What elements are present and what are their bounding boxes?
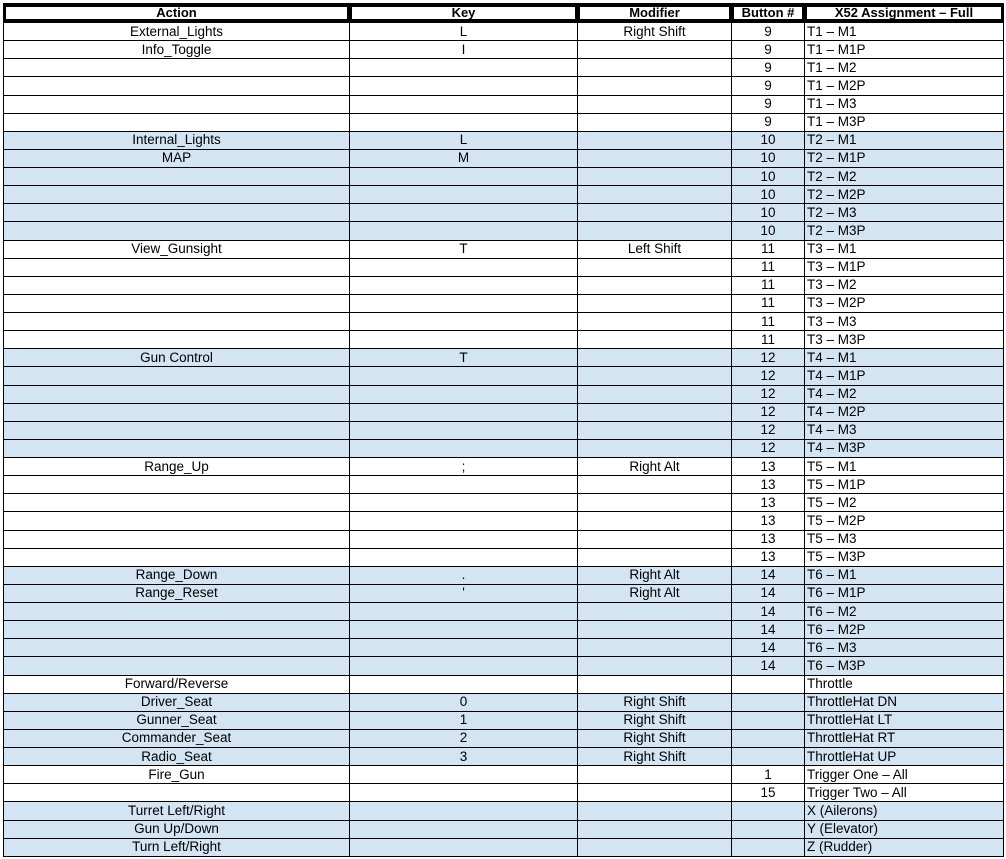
cell-button-number: 13 — [732, 512, 805, 530]
cell-modifier — [578, 59, 732, 77]
cell-button-number: 10 — [732, 131, 805, 149]
cell-modifier — [578, 204, 732, 222]
cell-x52-assignment: T5 – M2 — [805, 494, 1004, 512]
table-row — [4, 41, 1004, 59]
cell-key — [350, 113, 578, 131]
cell-action: Range_Reset — [4, 584, 350, 602]
cell-x52-assignment: Y (Elevator) — [805, 820, 1004, 838]
table-row — [4, 313, 1004, 331]
table-row — [4, 204, 1004, 222]
cell-x52-assignment: T3 – M1 — [805, 240, 1004, 258]
cell-x52-assignment: Z (Rudder) — [805, 838, 1004, 856]
cell-modifier — [578, 512, 732, 530]
table-row — [4, 349, 1004, 367]
cell-modifier — [578, 385, 732, 403]
cell-x52-assignment: T4 – M3P — [805, 439, 1004, 457]
cell-button-number: 11 — [732, 240, 805, 258]
table-row — [4, 168, 1004, 186]
cell-button-number: 13 — [732, 476, 805, 494]
cell-button-number — [732, 711, 805, 729]
cell-x52-assignment: T6 – M1 — [805, 566, 1004, 584]
cell-x52-assignment: T2 – M3 — [805, 204, 1004, 222]
cell-action — [4, 258, 350, 276]
table-row — [4, 820, 1004, 838]
cell-action — [4, 512, 350, 530]
cell-x52-assignment: T3 – M1P — [805, 258, 1004, 276]
cell-action: Radio_Seat — [4, 748, 350, 766]
table-row — [4, 639, 1004, 657]
cell-modifier — [578, 784, 732, 802]
cell-button-number: 15 — [732, 784, 805, 802]
cell-key — [350, 476, 578, 494]
cell-action — [4, 439, 350, 457]
cell-key — [350, 276, 578, 294]
cell-x52-assignment: T1 – M1 — [805, 23, 1004, 41]
cell-modifier: Right Shift — [578, 23, 732, 41]
table-row — [4, 439, 1004, 457]
cell-key — [350, 367, 578, 385]
cell-x52-assignment: X (Ailerons) — [805, 802, 1004, 820]
table-row — [4, 530, 1004, 548]
cell-key — [350, 439, 578, 457]
table-row — [4, 331, 1004, 349]
cell-button-number: 9 — [732, 95, 805, 113]
cell-button-number — [732, 675, 805, 693]
cell-key — [350, 657, 578, 675]
cell-modifier — [578, 222, 732, 240]
cell-button-number — [732, 820, 805, 838]
cell-key — [350, 186, 578, 204]
cell-x52-assignment: T1 – M1P — [805, 41, 1004, 59]
header-row — [4, 4, 1004, 23]
table-row — [4, 240, 1004, 258]
cell-modifier — [578, 313, 732, 331]
cell-modifier — [578, 820, 732, 838]
cell-action — [4, 530, 350, 548]
table-row — [4, 838, 1004, 856]
cell-x52-assignment: T4 – M1P — [805, 367, 1004, 385]
cell-x52-assignment: T6 – M1P — [805, 584, 1004, 602]
cell-action — [4, 222, 350, 240]
cell-x52-assignment: T6 – M3 — [805, 639, 1004, 657]
table-row — [4, 77, 1004, 95]
cell-modifier — [578, 149, 732, 167]
cell-action — [4, 95, 350, 113]
cell-button-number: 14 — [732, 566, 805, 584]
key-binding-sheet — [3, 3, 1003, 857]
cell-key — [350, 621, 578, 639]
cell-x52-assignment: T1 – M2P — [805, 77, 1004, 95]
cell-action: Fire_Gun — [4, 766, 350, 784]
cell-modifier — [578, 494, 732, 512]
cell-modifier — [578, 766, 732, 784]
cell-x52-assignment: T5 – M3P — [805, 548, 1004, 566]
cell-key: I — [350, 41, 578, 59]
cell-key — [350, 639, 578, 657]
cell-x52-assignment: T4 – M1 — [805, 349, 1004, 367]
cell-modifier: Right Alt — [578, 584, 732, 602]
table-row — [4, 729, 1004, 747]
cell-modifier — [578, 168, 732, 186]
cell-key — [350, 204, 578, 222]
cell-key: 0 — [350, 693, 578, 711]
cell-action: External_Lights — [4, 23, 350, 41]
table-row — [4, 385, 1004, 403]
table-row — [4, 149, 1004, 167]
cell-key — [350, 494, 578, 512]
cell-key — [350, 675, 578, 693]
table-row — [4, 621, 1004, 639]
cell-action — [4, 276, 350, 294]
cell-button-number: 11 — [732, 258, 805, 276]
cell-x52-assignment: T1 – M2 — [805, 59, 1004, 77]
cell-button-number: 12 — [732, 349, 805, 367]
cell-x52-assignment: T5 – M1 — [805, 458, 1004, 476]
cell-key: 1 — [350, 711, 578, 729]
cell-button-number: 9 — [732, 23, 805, 41]
table-row — [4, 421, 1004, 439]
cell-button-number: 11 — [732, 331, 805, 349]
cell-x52-assignment: T3 – M3P — [805, 331, 1004, 349]
cell-key — [350, 385, 578, 403]
cell-key — [350, 548, 578, 566]
cell-button-number: 10 — [732, 222, 805, 240]
cell-x52-assignment: T1 – M3P — [805, 113, 1004, 131]
cell-action — [4, 476, 350, 494]
header-button-number: Button # — [732, 4, 805, 23]
cell-modifier — [578, 476, 732, 494]
cell-modifier: Right Shift — [578, 711, 732, 729]
cell-button-number: 13 — [732, 530, 805, 548]
cell-x52-assignment: T5 – M2P — [805, 512, 1004, 530]
cell-modifier — [578, 639, 732, 657]
cell-key: T — [350, 349, 578, 367]
table-row — [4, 748, 1004, 766]
cell-x52-assignment: T6 – M3P — [805, 657, 1004, 675]
cell-x52-assignment: T3 – M3 — [805, 313, 1004, 331]
cell-action — [4, 331, 350, 349]
table-row — [4, 584, 1004, 602]
cell-button-number: 9 — [732, 41, 805, 59]
cell-button-number: 11 — [732, 294, 805, 312]
cell-button-number — [732, 693, 805, 711]
cell-key — [350, 838, 578, 856]
table-row — [4, 711, 1004, 729]
cell-modifier: Right Shift — [578, 693, 732, 711]
cell-action — [4, 657, 350, 675]
cell-button-number: 11 — [732, 276, 805, 294]
cell-action: Forward/Reverse — [4, 675, 350, 693]
header-modifier: Modifier — [578, 4, 732, 23]
cell-key — [350, 313, 578, 331]
binding-table — [3, 3, 1004, 857]
cell-x52-assignment: T4 – M2 — [805, 385, 1004, 403]
cell-modifier — [578, 113, 732, 131]
table-row — [4, 113, 1004, 131]
cell-x52-assignment: T3 – M2P — [805, 294, 1004, 312]
cell-action — [4, 313, 350, 331]
cell-button-number — [732, 838, 805, 856]
cell-x52-assignment: Trigger Two – All — [805, 784, 1004, 802]
cell-action — [4, 548, 350, 566]
cell-key — [350, 403, 578, 421]
cell-button-number: 13 — [732, 494, 805, 512]
cell-modifier — [578, 657, 732, 675]
cell-action — [4, 367, 350, 385]
cell-x52-assignment: T2 – M2P — [805, 186, 1004, 204]
cell-x52-assignment: T6 – M2 — [805, 603, 1004, 621]
cell-button-number: 10 — [732, 168, 805, 186]
cell-x52-assignment: Throttle — [805, 675, 1004, 693]
cell-action — [4, 385, 350, 403]
table-row — [4, 59, 1004, 77]
cell-modifier — [578, 802, 732, 820]
cell-x52-assignment: T2 – M1 — [805, 131, 1004, 149]
cell-action: MAP — [4, 149, 350, 167]
cell-modifier — [578, 95, 732, 113]
cell-button-number — [732, 748, 805, 766]
table-row — [4, 131, 1004, 149]
cell-key: ' — [350, 584, 578, 602]
cell-modifier — [578, 349, 732, 367]
cell-action — [4, 639, 350, 657]
cell-modifier — [578, 367, 732, 385]
table-row — [4, 95, 1004, 113]
cell-button-number: 10 — [732, 186, 805, 204]
cell-action — [4, 621, 350, 639]
cell-modifier — [578, 276, 732, 294]
cell-key: M — [350, 149, 578, 167]
cell-modifier — [578, 675, 732, 693]
cell-button-number: 13 — [732, 458, 805, 476]
cell-key: L — [350, 131, 578, 149]
cell-modifier — [578, 603, 732, 621]
cell-modifier — [578, 131, 732, 149]
cell-button-number: 9 — [732, 77, 805, 95]
cell-key — [350, 766, 578, 784]
cell-modifier — [578, 186, 732, 204]
cell-key — [350, 331, 578, 349]
cell-action — [4, 294, 350, 312]
table-row — [4, 222, 1004, 240]
cell-action: Turn Left/Right — [4, 838, 350, 856]
cell-button-number: 13 — [732, 548, 805, 566]
cell-x52-assignment: ThrottleHat LT — [805, 711, 1004, 729]
table-row — [4, 603, 1004, 621]
cell-x52-assignment: ThrottleHat UP — [805, 748, 1004, 766]
cell-modifier — [578, 403, 732, 421]
cell-modifier — [578, 258, 732, 276]
table-row — [4, 458, 1004, 476]
table-row — [4, 294, 1004, 312]
cell-button-number: 14 — [732, 621, 805, 639]
cell-key — [350, 168, 578, 186]
cell-key — [350, 294, 578, 312]
cell-x52-assignment: ThrottleHat RT — [805, 729, 1004, 747]
table-row — [4, 566, 1004, 584]
cell-action — [4, 494, 350, 512]
cell-modifier: Right Alt — [578, 458, 732, 476]
header-x52-assignment: X52 Assignment – Full — [805, 4, 1004, 23]
cell-key — [350, 820, 578, 838]
table-row — [4, 258, 1004, 276]
cell-action: Range_Up — [4, 458, 350, 476]
cell-action: Gun Up/Down — [4, 820, 350, 838]
table-row — [4, 693, 1004, 711]
cell-x52-assignment: T4 – M2P — [805, 403, 1004, 421]
cell-action — [4, 113, 350, 131]
cell-action — [4, 784, 350, 802]
cell-button-number: 1 — [732, 766, 805, 784]
cell-modifier — [578, 294, 732, 312]
cell-action: View_Gunsight — [4, 240, 350, 258]
cell-x52-assignment: ThrottleHat DN — [805, 693, 1004, 711]
cell-key — [350, 77, 578, 95]
cell-button-number: 14 — [732, 584, 805, 602]
table-row — [4, 276, 1004, 294]
cell-action: Commander_Seat — [4, 729, 350, 747]
cell-key — [350, 95, 578, 113]
cell-button-number: 12 — [732, 367, 805, 385]
cell-button-number: 11 — [732, 313, 805, 331]
cell-key — [350, 59, 578, 77]
cell-button-number: 10 — [732, 204, 805, 222]
cell-action: Turret Left/Right — [4, 802, 350, 820]
cell-button-number: 14 — [732, 603, 805, 621]
table-row — [4, 802, 1004, 820]
table-row — [4, 367, 1004, 385]
cell-key: . — [350, 566, 578, 584]
cell-modifier — [578, 548, 732, 566]
cell-key — [350, 603, 578, 621]
cell-button-number: 12 — [732, 439, 805, 457]
cell-modifier — [578, 838, 732, 856]
cell-button-number — [732, 729, 805, 747]
table-row — [4, 23, 1004, 41]
table-row — [4, 548, 1004, 566]
table-row — [4, 766, 1004, 784]
cell-key: 2 — [350, 729, 578, 747]
cell-action — [4, 168, 350, 186]
cell-modifier — [578, 331, 732, 349]
cell-key — [350, 258, 578, 276]
cell-key — [350, 222, 578, 240]
header-key: Key — [350, 4, 578, 23]
cell-key: L — [350, 23, 578, 41]
table-row — [4, 403, 1004, 421]
cell-action: Gun Control — [4, 349, 350, 367]
cell-key — [350, 784, 578, 802]
cell-button-number: 9 — [732, 59, 805, 77]
table-row — [4, 784, 1004, 802]
table-row — [4, 512, 1004, 530]
cell-x52-assignment: T5 – M3 — [805, 530, 1004, 548]
cell-action — [4, 59, 350, 77]
cell-button-number: 12 — [732, 385, 805, 403]
cell-modifier — [578, 530, 732, 548]
cell-button-number: 9 — [732, 113, 805, 131]
cell-modifier: Right Shift — [578, 729, 732, 747]
cell-modifier — [578, 77, 732, 95]
cell-x52-assignment: T5 – M1P — [805, 476, 1004, 494]
cell-modifier: Right Shift — [578, 748, 732, 766]
cell-key — [350, 530, 578, 548]
cell-button-number: 14 — [732, 657, 805, 675]
cell-action — [4, 421, 350, 439]
cell-action: Internal_Lights — [4, 131, 350, 149]
cell-key: 3 — [350, 748, 578, 766]
header-action: Action — [4, 4, 350, 23]
cell-action — [4, 403, 350, 421]
cell-action — [4, 77, 350, 95]
cell-x52-assignment: T2 – M1P — [805, 149, 1004, 167]
cell-action: Gunner_Seat — [4, 711, 350, 729]
cell-action: Driver_Seat — [4, 693, 350, 711]
cell-x52-assignment: T3 – M2 — [805, 276, 1004, 294]
cell-action: Range_Down — [4, 566, 350, 584]
cell-x52-assignment: T4 – M3 — [805, 421, 1004, 439]
cell-key: ; — [350, 458, 578, 476]
table-row — [4, 675, 1004, 693]
cell-modifier: Right Alt — [578, 566, 732, 584]
cell-key — [350, 802, 578, 820]
cell-action — [4, 603, 350, 621]
cell-modifier — [578, 421, 732, 439]
cell-key — [350, 421, 578, 439]
cell-x52-assignment: T2 – M3P — [805, 222, 1004, 240]
cell-button-number — [732, 802, 805, 820]
cell-modifier — [578, 439, 732, 457]
table-row — [4, 494, 1004, 512]
cell-modifier: Left Shift — [578, 240, 732, 258]
cell-key: T — [350, 240, 578, 258]
table-row — [4, 186, 1004, 204]
cell-x52-assignment: T1 – M3 — [805, 95, 1004, 113]
cell-button-number: 12 — [732, 403, 805, 421]
binding-rows — [4, 23, 1004, 857]
table-row — [4, 657, 1004, 675]
cell-x52-assignment: T6 – M2P — [805, 621, 1004, 639]
cell-x52-assignment: T2 – M2 — [805, 168, 1004, 186]
cell-button-number: 12 — [732, 421, 805, 439]
cell-key — [350, 512, 578, 530]
table-row — [4, 476, 1004, 494]
cell-action: Info_Toggle — [4, 41, 350, 59]
cell-action — [4, 204, 350, 222]
cell-modifier — [578, 621, 732, 639]
cell-action — [4, 186, 350, 204]
cell-x52-assignment: Trigger One – All — [805, 766, 1004, 784]
cell-modifier — [578, 41, 732, 59]
cell-button-number: 14 — [732, 639, 805, 657]
cell-button-number: 10 — [732, 149, 805, 167]
